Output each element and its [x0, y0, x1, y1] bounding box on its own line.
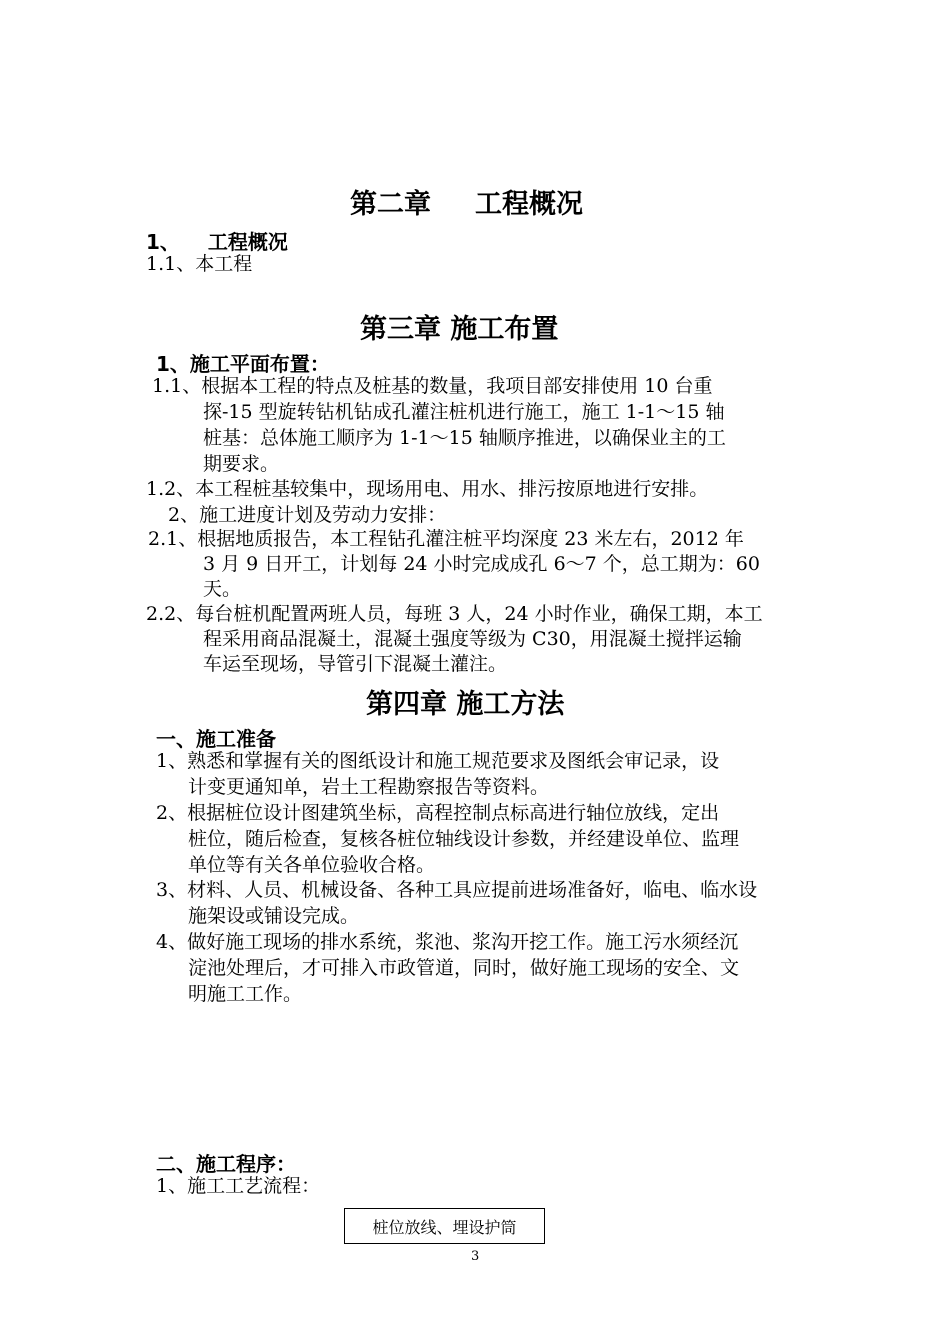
chapter-3-title: 第三章 施工布置 — [360, 314, 559, 345]
paragraph-line: 期要求。 — [203, 453, 280, 475]
chapter-2-number: 第二章 — [350, 189, 431, 220]
list-item-line: 明施工工作。 — [188, 983, 303, 1005]
paragraph-line: 探-15 型旋转钻机钻成孔灌注桩机进行施工，施工 1-1～15 轴 — [203, 401, 725, 423]
section-heading: 二、施工程序： — [156, 1152, 296, 1176]
paragraph-line: 1.2、本工程桩基较集中，现场用电、用水、排污按原地进行安排。 — [146, 478, 709, 500]
paragraph: 1.1、本工程 — [146, 253, 253, 275]
chapter-4-title: 第四章 施工方法 — [366, 689, 565, 720]
paragraph-line: 桩基：总体施工顺序为 1-1～15 轴顺序推进，以确保业主的工 — [203, 427, 726, 449]
list-item-line: 计变更通知单，岩土工程勘察报告等资料。 — [188, 776, 550, 798]
paragraph-line: 天。 — [203, 578, 242, 600]
page-number: 3 — [471, 1249, 480, 1264]
paragraph-line: 2.2、每台桩机配置两班人员，每班 3 人，24 小时作业，确保工期，本工 — [146, 603, 763, 625]
paragraph-line: 2.1、根据地质报告，本工程钻孔灌注桩平均深度 23 米左右，2012 年 — [148, 528, 744, 550]
section-number: 1、 — [146, 230, 180, 254]
paragraph-line: 3 月 9 日开工，计划每 24 小时完成成孔 6～7 个，总工期为：60 — [203, 553, 760, 575]
chapter-2-name: 工程概况 — [475, 189, 583, 220]
paragraph-line: 程采用商品混凝土，混凝土强度等级为 C30，用混凝土搅拌运输 — [203, 628, 742, 650]
chapter-2-title — [350, 182, 583, 221]
paragraph-line: 车运至现场，导管引下混凝土灌注。 — [203, 653, 508, 675]
section-heading: 2、施工进度计划及劳动力安排： — [168, 504, 447, 526]
section-heading: 一、施工准备 — [156, 727, 276, 751]
flowchart-step-box — [344, 1208, 545, 1244]
list-item-line: 3、材料、人员、机械设备、各种工具应提前进场准备好，临电、临水设 — [156, 879, 758, 901]
list-item-line: 淀池处理后，才可排入市政管道，同时，做好施工现场的安全、文 — [188, 957, 740, 979]
section-title: 工程概况 — [207, 230, 288, 254]
section-heading: 1、施工平面布置： — [156, 352, 330, 376]
list-item-line: 桩位，随后检查，复核各桩位轴线设计参数，并经建设单位、监理 — [188, 828, 740, 850]
list-item-line: 4、做好施工现场的排水系统，浆池、浆沟开挖工作。施工污水须经沉 — [156, 931, 739, 953]
list-item-line: 1、熟悉和掌握有关的图纸设计和施工规范要求及图纸会审记录，设 — [156, 750, 720, 772]
list-item-line: 单位等有关各单位验收合格。 — [188, 854, 436, 876]
flowchart-step-text: 桩位放线、埋设护筒 — [372, 1217, 517, 1237]
flow-label: 1、施工工艺流程： — [156, 1175, 321, 1197]
paragraph-line: 1.1、根据本工程的特点及桩基的数量，我项目部安排使用 10 台重 — [152, 375, 713, 397]
list-item-line: 施架设或铺设完成。 — [188, 905, 360, 927]
list-item-line: 2、根据桩位设计图建筑坐标，高程控制点标高进行轴位放线，定出 — [156, 802, 720, 824]
